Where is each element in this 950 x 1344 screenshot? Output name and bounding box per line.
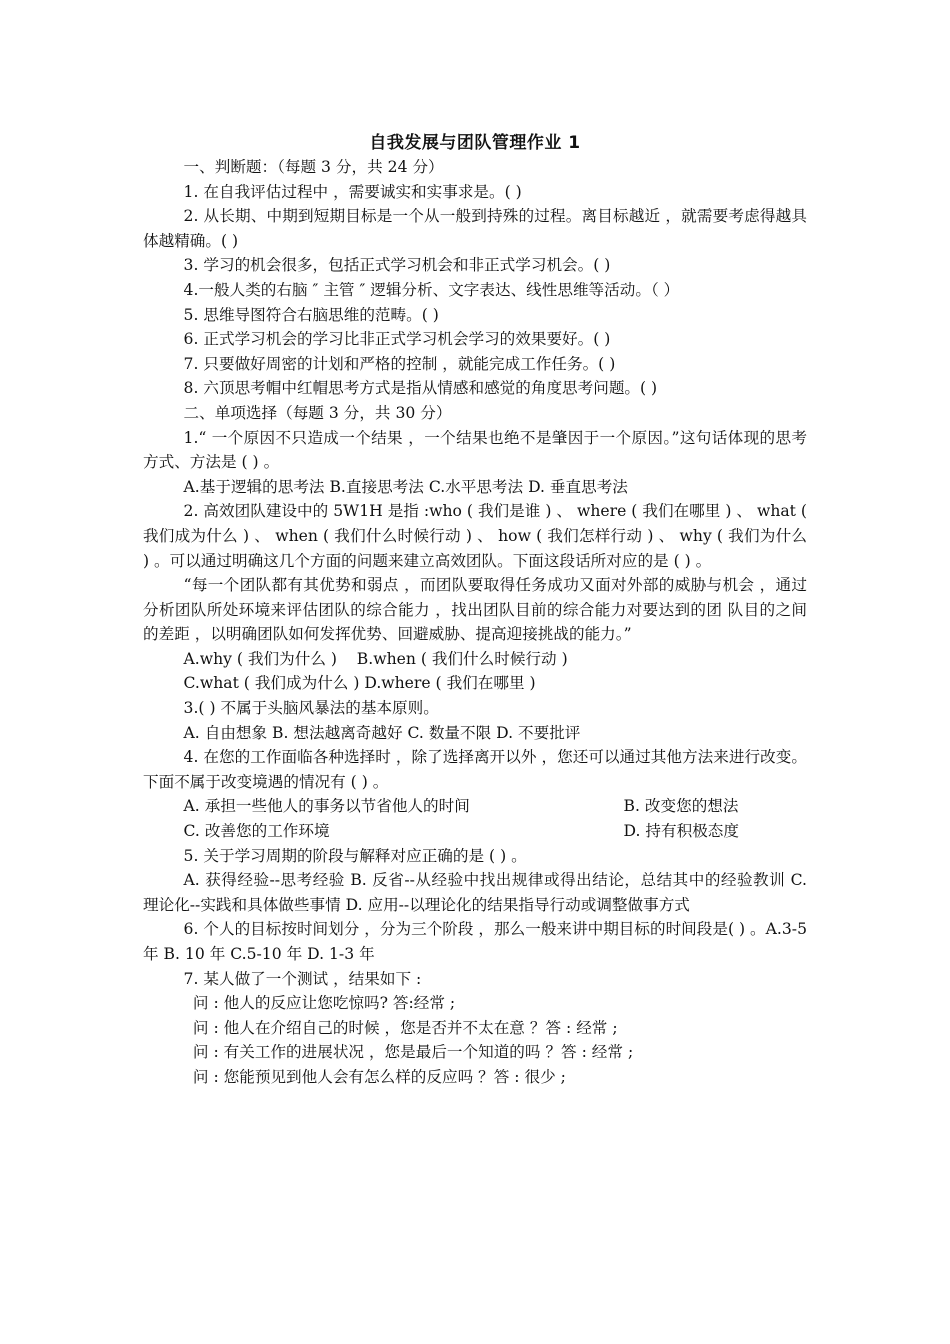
mc-question-1-options: A.基于逻辑的思考法 B.直接思考法 C.水平思考法 D. 垂直思考法 xyxy=(183,477,628,496)
mc-question-4-option-c: C. 改善您的工作环境 xyxy=(183,822,330,841)
tf-item-1: 1. 在自我评估过程中 ，需要诚实和实事求是。( ) xyxy=(183,182,522,201)
section1-heading: 一、判断题：（每题 3 分，共 24 分） xyxy=(183,158,444,176)
tf-item-7: 7. 只要做好周密的计划和严格的控制 ，就能完成工作任务。( ) xyxy=(183,354,616,373)
section2-heading: 二、单项选择（每题 3 分，共 30 分） xyxy=(183,403,452,422)
mc-question-2-options-cd: C.what ( 我们成为什么 ) D.where ( 我们在哪里 ) xyxy=(183,674,536,693)
tf-item-3: 3. 学习的机会很多，包括正式学习机会和非正式学习机会。( ) xyxy=(183,256,611,275)
page-title: 自我发展与团队管理作业 1 xyxy=(369,133,581,153)
tf-item-4: 4.一般人类的右脑 ″ 主管 ″ 逻辑分析、文字表达、线性思维等活动。（ ） xyxy=(183,280,680,299)
mc-question-5-options: A. 获得经验--思考经验 B. 反省--从经验中找出规律或得出结论，总结其中的经验教训 C. 理论化--实践和具体做些事情 D. 应用--以理论化的结果指导行动或调整做事方式 xyxy=(143,871,807,914)
mc-question-7: 7. 某人做了一个测试 ，结果如下 : xyxy=(183,969,422,988)
mc-question-7-line-1: 问 : 他人的反应让您吃惊吗? 答:经常 ; xyxy=(192,994,456,1013)
mc-question-4-options-row2 xyxy=(143,819,807,844)
mc-question-7-line-4: 问 : 您能预见到他人会有怎么样的反应吗 ？答 : 很少 ; xyxy=(192,1067,566,1086)
tf-item-8: 8. 六顶思考帽中红帽思考方式是指从情感和感觉的角度思考问题。( ) xyxy=(183,379,658,398)
mc-question-2-quote: “每一个团队都有其优势和弱点 ，而团队要取得任务成功又面对外部的威胁与机会 ，通过分析团队所处环境来评估团队的综合能力 ，找出团队目前的综合能力对要达到的团 队目的之间的差距 ，以明确团队如何发挥优势、回避威胁、提高迎接挑战的能力。” xyxy=(143,576,807,644)
mc-question-3: 3.( ) 不属于头脑风暴法的基本原则。 xyxy=(183,699,439,718)
mc-question-2-options-ab: A.why ( 我们为什么 ) B.when ( 我们什么时候行动 ) xyxy=(183,649,568,668)
mc-question-4-options-row1 xyxy=(143,794,807,819)
mc-question-7-line-2: 问 : 他人在介绍自己的时候 ，您是否并不太在意 ？答 : 经常 ; xyxy=(192,1018,618,1037)
mc-question-4-option-b: B. 改变您的想法 xyxy=(623,797,739,816)
tf-item-2: 2. 从长期、中期到短期目标是一个从一般到持殊的过程。离目标越近 ，就需要考虑得越具体越精确。( ) xyxy=(143,207,807,250)
mc-question-2: 2. 高效团队建设中的 5W1H 是指 :who ( 我们是谁 ) 、 where ( 我们在哪里 ) 、 what ( 我们成为什么 ) 、 when ( 我们什么时候行动 ) 、 how ( 我们怎样行动 ) 、 why ( 我们为什么 ) 。可以通过明确这几个方面的问题来建立高效团队。下面这段话所对应的是 ( ) 。 xyxy=(143,502,807,570)
mc-question-4: 4. 在您的工作面临各种选择时 ，除了选择离开以外 ，您还可以通过其他方法来进行改变。下面不属于改变境遇的情况有 ( ) 。 xyxy=(143,748,807,791)
mc-question-7-line-3: 问 : 有关工作的进展状况 ，您是最后一个知道的吗 ？答 : 经常 ; xyxy=(192,1043,634,1062)
mc-question-5: 5. 关于学习周期的阶段与解释对应正确的是 ( ) 。 xyxy=(183,846,527,865)
mc-question-4-option-d: D. 持有积极态度 xyxy=(623,822,739,841)
mc-question-4-option-a: A. 承担一些他人的事务以节省他人的时间 xyxy=(183,797,470,816)
tf-item-5: 5. 思维导图符合右脑思维的范畴。( ) xyxy=(183,305,439,324)
mc-question-3-options: A. 自由想象 B. 想法越离奇越好 C. 数量不限 D. 不要批评 xyxy=(183,723,581,742)
mc-question-6: 6. 个人的目标按时间划分 ，分为三个阶段 ，那么一般来讲中期目标的时间段是( ) 。A.3-5 年 B. 10 年 C.5-10 年 D. 1-3 年 xyxy=(143,920,807,963)
tf-item-6: 6. 正式学习机会的学习比非正式学习机会学习的效果要好。( ) xyxy=(183,330,611,349)
document-body xyxy=(143,128,807,1090)
mc-question-1: 1.“ 一个原因不只造成一个结果 ，一个结果也绝不是肇因于一个原因。”这句话体现的思考方式、方法是 ( ) 。 xyxy=(143,428,807,472)
